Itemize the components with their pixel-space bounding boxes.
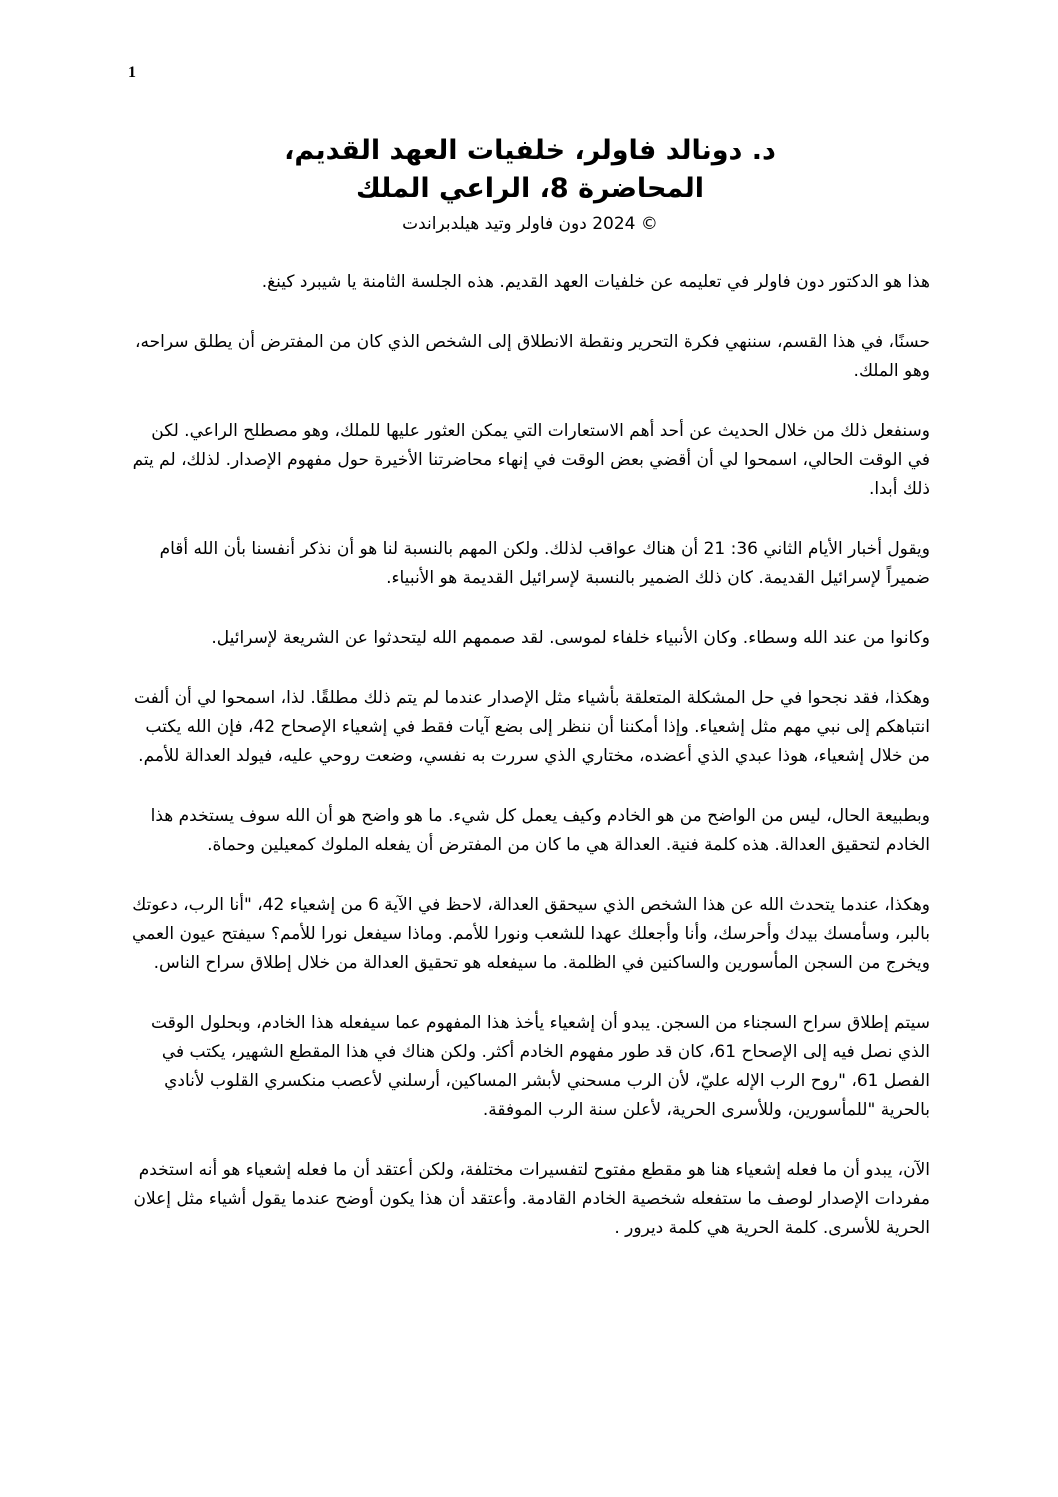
paragraph: وبطبيعة الحال، ليس من الواضح من هو الخادم وكيف يعمل كل شيء. ما هو واضح هو أن الله سوف يستخدم هذا الخادم لتحقيق العدالة. هذه كلمة فنية. العدالة هي ما كان من المفترض أن يفعله الملوك كمعيلين وحماة. — [150, 806, 930, 855]
document-title: د. دونالد فاولر، خلفيات العهد القديم، — [284, 135, 776, 166]
paragraph: وسنفعل ذلك من خلال الحديث عن أحد أهم الاستعارات التي يمكن العثور عليها للملك، وهو مصطلح الراعي. لكن في الوقت الحالي، اسمحوا لي أن أقضي بعض الوقت في إنهاء محاضرتنا الأخيرة حول مفهوم الإصدار. لذلك، لم يتم ذلك أبدا. — [132, 421, 930, 499]
paragraph: الآن، يبدو أن ما فعله إشعياء هنا هو مقطع مفتوح لتفسيرات مختلفة، ولكن أعتقد أن ما فعله إشعياء هو أنه استخدم مفردات الإصدار لوصف ما ستفعله شخصية الخادم القادمة. وأعتقد أن هذا يكون أوضح عندما يقول أشياء مثل إعلان الحرية للأسرى. كلمة الحرية هي كلمة ديرور . — [133, 1160, 930, 1238]
lecture-title: المحاضرة 8، الراعي الملك — [355, 173, 705, 204]
transcript-body — [130, 268, 930, 1274]
paragraph: وكانوا من عند الله وسطاء. وكان الأنبياء خلفاء لموسى. لقد صممهم الله ليتحدثوا عن الشريعة لإسرائيل. — [211, 628, 930, 648]
document-header — [130, 132, 930, 236]
paragraph: ويقول أخبار الأيام الثاني 36: 21 أن هناك عواقب لذلك. ولكن المهم بالنسبة لنا هو أن نذكر أنفسنا بأن الله أقام ضميراً لإسرائيل القديمة. كان ذلك الضمير بالنسبة لإسرائيل القديمة هو الأنبياء. — [159, 539, 930, 588]
copyright-line: © 2024 دون فاولر وتيد هيلدبراندت — [402, 214, 658, 234]
paragraph: وهكذا، فقد نجحوا في حل المشكلة المتعلقة بأشياء مثل الإصدار عندما لم يتم ذلك مطلقًا. لذا، اسمحوا لي أن ألفت انتباهكم إلى نبي مهم مثل إشعياء. وإذا أمكننا أن ننظر إلى بضع آيات فقط في إشعياء الإصحاح 42، فإن الله يكتب من خلال إشعياء، هوذا عبدي الذي أعضده، مختاري الذي سررت به نفسي، وضعت روحي عليه، فيولد العدالة للأمم. — [133, 688, 930, 766]
paragraph: سيتم إطلاق سراح السجناء من السجن. يبدو أن إشعياء يأخذ هذا المفهوم عما سيفعله هذا الخادم، وبحلول الوقت الذي نصل فيه إلى الإصحاح 61، كان قد طور مفهوم الخادم أكثر. ولكن هناك في هذا المقطع الشهير، يكتب في الفصل 61، "روح الرب الإله عليّ، لأن الرب مسحني لأبشر المساكين، أرسلني لأعصب منكسري القلوب لأنادي بالحرية "للمأسورين، وللأسرى الحرية، لأعلن سنة الرب الموفقة. — [151, 1013, 930, 1120]
paragraph: حسنًا، في هذا القسم، سننهي فكرة التحرير ونقطة الانطلاق إلى الشخص الذي كان من المفترض أن يطلق سراحه، وهو الملك. — [135, 332, 930, 381]
paragraph: هذا هو الدكتور دون فاولر في تعليمه عن خلفيات العهد القديم. هذه الجلسة الثامنة يا شيبرد كينغ. — [261, 272, 930, 292]
page-number: 1 — [128, 64, 136, 81]
paragraph: وهكذا، عندما يتحدث الله عن هذا الشخص الذي سيحقق العدالة، لاحظ في الآية 6 من إشعياء 42، "أنا الرب، دعوتك بالبر، وسأمسك بيدك وأحرسك، وأنا وأجعلك عهدا للشعب ونورا للأمم. وماذا سيفعل نورا للأمم؟ سيفتح عيون العمي ويخرج من السجن المأسورين والساكنين في الظلمة. ما سيفعله هو تحقيق العدالة من خلال إطلاق سراح الناس. — [132, 895, 930, 973]
